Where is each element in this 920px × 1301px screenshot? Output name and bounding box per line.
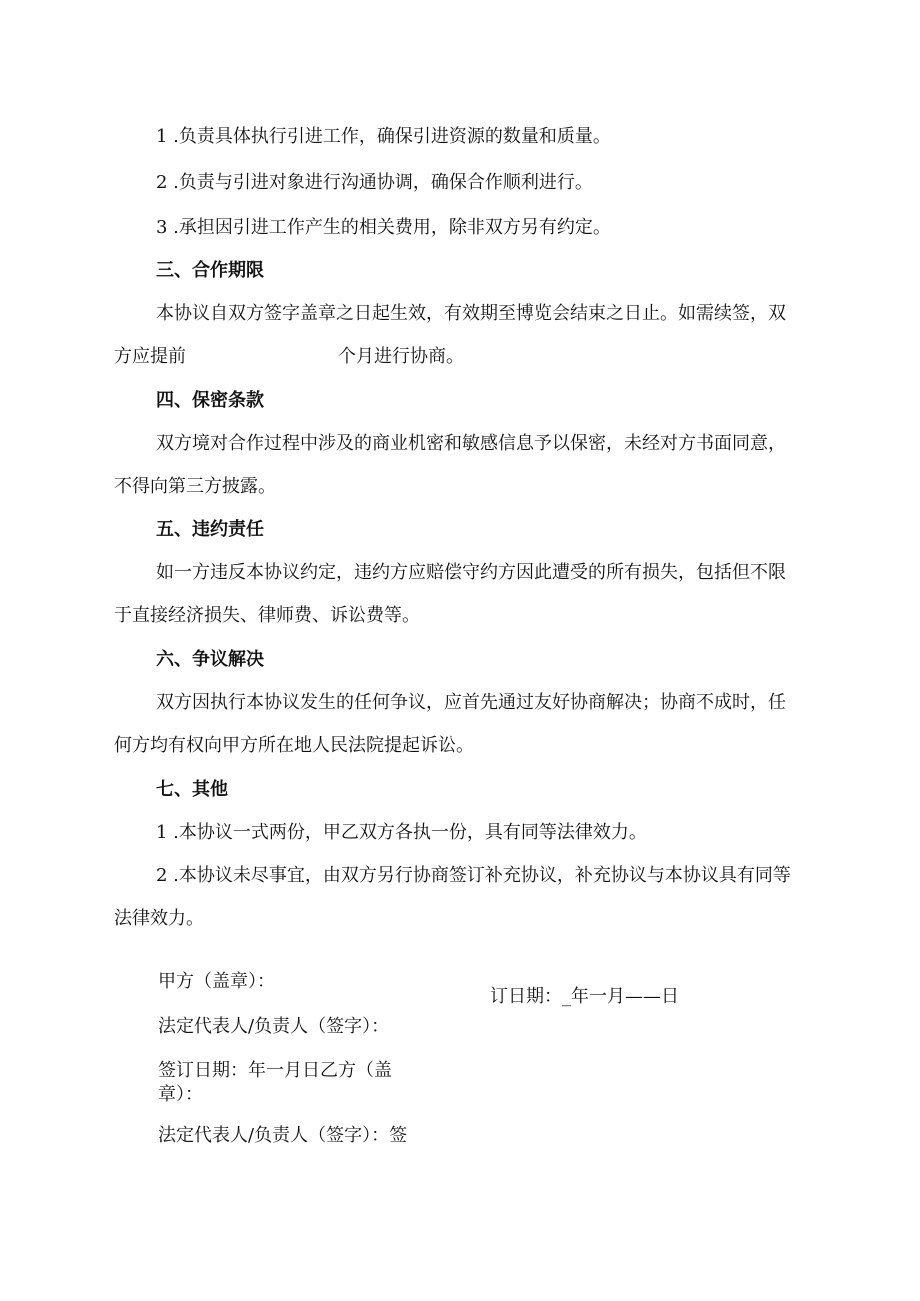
section-heading-confidentiality: 四、保密条款	[156, 390, 264, 411]
term-text-before-blank: 方应提前	[114, 346, 186, 367]
liability-line-2: 于直接经济损失、律师费、诉讼费等。	[114, 605, 420, 626]
confidentiality-line-1: 双方境对合作过程中涉及的商业机密和敏感信息予以保密，未经对方书面同意，	[156, 433, 786, 454]
section-heading-dispute: 六、争议解决	[156, 649, 264, 670]
other-item-2-line-2: 法律效力。	[114, 908, 204, 929]
liability-line-1: 如一方违反本协议约定，违约方应赔偿守约方因此遭受的所有损失，包括但不限	[156, 562, 786, 583]
duty-item-3: 3 .承担因引进工作产生的相关费用，除非双方另有约定。	[156, 217, 611, 238]
other-item-1: 1 .本协议一式两份，甲乙双方各执一份，具有同等法律效力。	[156, 822, 647, 843]
other-item-2-line-1: 2 .本协议未尽事宜，由双方另行协商签订补充协议，补充协议与本协议具有同等	[156, 865, 791, 886]
party-a-representative: 法定代表人/负责人（签字）：	[158, 1016, 390, 1037]
section-heading-term: 三、合作期限	[156, 260, 264, 281]
signing-date-party-b-line-1: 签订日期：年一月日乙方（盖	[158, 1060, 392, 1081]
dispute-line-2: 何方均有权向甲方所在地人民法院提起诉讼。	[114, 735, 474, 756]
party-a-seal: 甲方（盖章）：	[158, 971, 275, 992]
duty-item-2: 2 .负责与引进对象进行沟通协调，确保合作顺利进行。	[156, 172, 593, 193]
section-heading-other: 七、其他	[156, 779, 228, 800]
signing-date-right: 订日期：_年一月——日	[490, 986, 679, 1007]
confidentiality-line-2: 不得向第三方披露。	[114, 476, 276, 497]
section-heading-liability: 五、违约责任	[156, 519, 264, 540]
term-text-after-blank: 个月进行协商。	[338, 346, 464, 367]
dispute-line-1: 双方因执行本协议发生的任何争议，应首先通过友好协商解决；协商不成时，任	[156, 692, 786, 713]
term-paragraph-line-1: 本协议自双方签字盖章之日起生效，有效期至博览会结束之日止。如需续签，双	[156, 303, 786, 324]
signing-date-party-b-line-2: 章）：	[158, 1084, 203, 1105]
party-b-representative: 法定代表人/负责人（签字）：签	[158, 1125, 408, 1146]
duty-item-1: 1 .负责具体执行引进工作，确保引进资源的数量和质量。	[156, 126, 611, 147]
term-paragraph-line-2	[114, 345, 464, 369]
